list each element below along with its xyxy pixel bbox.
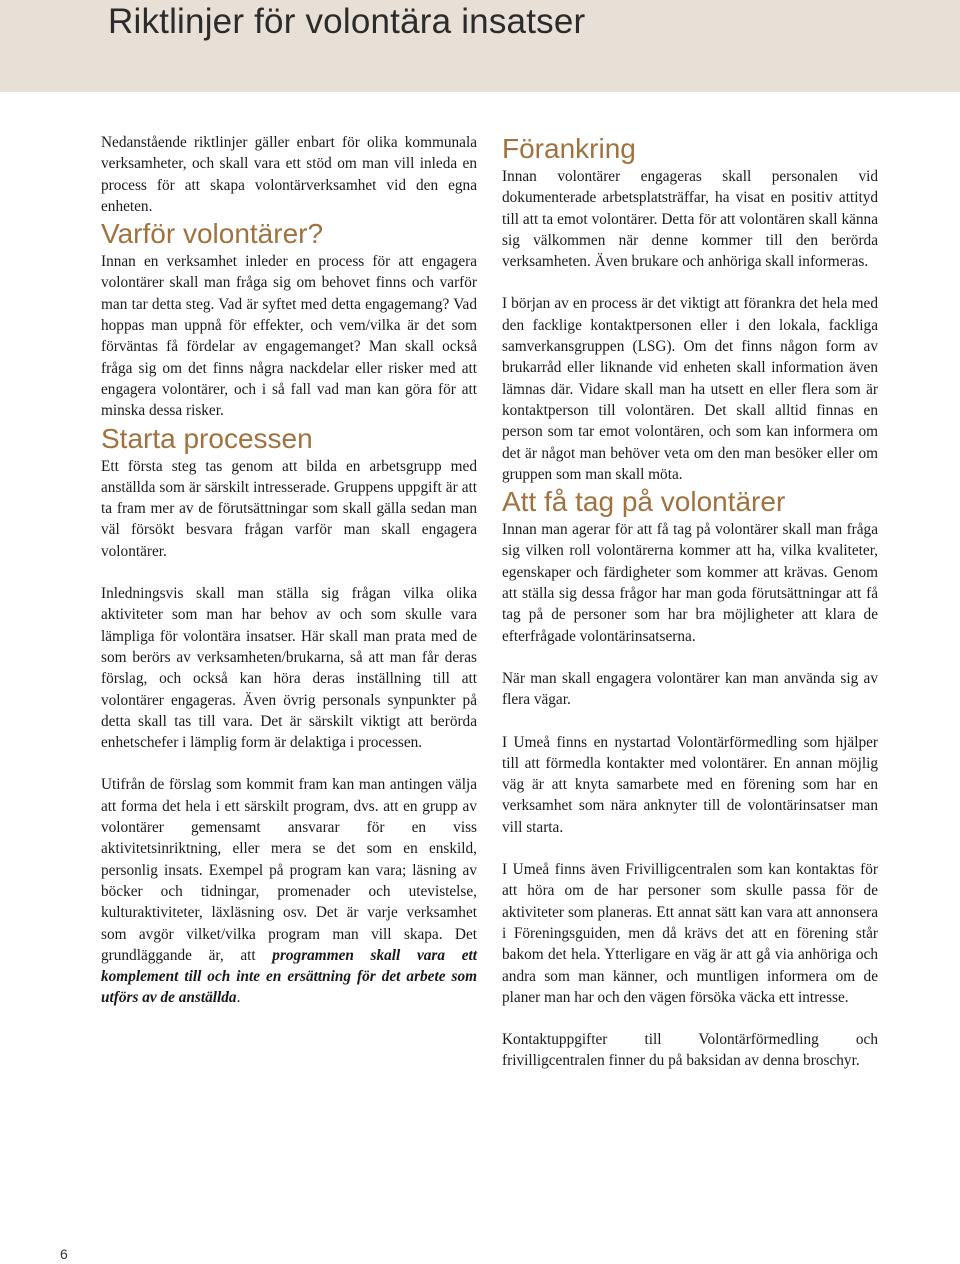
heading-varfor-volontarer: Varför volontärer?: [101, 218, 324, 250]
starta-paragraph-1: Ett första steg tas genom att bilda en arbetsgrupp med anställda som är särskilt intresserade. Gruppens uppgift är att ta fram mer av de förutsättningar som skall gälla sedan man väl försökt besvara frågan varför man skall engagera volontärer.: [101, 457, 477, 560]
att-fa-paragraph-5: Kontaktuppgifter till Volontärförmedling och frivilligcentralen finner du på baksidan av denna broschyr.: [502, 1031, 878, 1070]
heading-starta-processen: Starta processen: [101, 422, 313, 454]
varfor-paragraph: Innan en verksamhet inleder en process för att engagera volontärer skall man fråga sig om behovet finns och varför man tar detta steg. Vad är syftet med detta engagemang? Vad hoppas man uppnå för effekter, och vem/vilka är det som förväntas få fördelar av engagemanget? Man skall också fråga sig om det finns några nackdelar eller risker med att engagera volontärer, och i så fall vad man kan göra för att minska dessa risker.: [101, 253, 477, 420]
heading-forankring: Förankring: [502, 133, 636, 164]
page-number: 6: [60, 1246, 68, 1262]
att-fa-paragraph-3: I Umeå finns en nystartad Volontärförmedling som hjälper till att förmedla kontakter med volontärer. En annan möjlig väg är att knyta samarbete med en förening som har en verksamhet som nära anknyter till de volontärinsatser man vill starta.: [502, 733, 878, 836]
starta-paragraph-3: [101, 774, 477, 1008]
att-fa-paragraph-4: I Umeå finns även Frivilligcentralen som kan kontaktas för att höra om de har personer som skulle passa för de aktiviteter som planeras. Ett annat sätt kan vara att annonsera i Föreningsguiden, men då krävs det att en förening står bakom det hela. Ytterligare en väg är att gå via anhöriga och andra som man känner, och muntligen informera om de planer man har och den vägen försöka väcka ett intresse.: [502, 861, 878, 1006]
starta-paragraph-3-text: Utifrån de förslag som kommit fram kan man antingen välja att forma det hela i ett särskilt program, dvs. att en grupp av volontärer gemensamt ansvarar för en viss aktivitetsinriktning, eller mera se det som en enskild, personlig insats. Exempel på program kan vara; läsning av böcker och tidningar, promenader och utevistelse, kulturaktiviteter, läxläsning osv. Det är varje verksamhet som avgör vilket/vilka program man vill skapa. Det grundläggande är, att: [101, 776, 477, 964]
page-title: Riktlinjer för volontära insatser: [108, 2, 586, 41]
intro-paragraph: Nedanstående riktlinjer gäller enbart för olika kommunala verksamheter, och skall vara ett stöd om man vill inleda en process för att skapa volontärverksamhet vid den egna enheten.: [101, 134, 477, 215]
left-column: [101, 132, 477, 1009]
forankring-paragraph-2: I början av en process är det viktigt att förankra det hela med den facklige kontaktpersonen eller i den lokala, fackliga samverkansgruppen (LSG). Om det finns någon form av brukarråd eller liknande vid enheten skall information även lämnas där. Vidare skall man ha utsett en eller flera som är kontaktperson till volontären. Det skall alltid finnas en person som tar emot volontären, och som kan informera om det är något man behöver veta om den man besöker eller om gruppen som man skall möta.: [502, 295, 878, 483]
att-fa-paragraph-1: Innan man agerar för att få tag på volontärer skall man fråga sig vilken roll volontärerna kommer att ha, vilka kvaliteter, egenskaper och färdigheter som kommer att krävas. Genom att ställa sig dessa frågor har man goda förutsättningar att få tag på de personer som har bra möjligheter att klara de efterfrågade volontärinsatserna.: [502, 521, 878, 645]
starta-paragraph-2: Inledningsvis skall man ställa sig frågan vilka olika aktiviteter som man har behov av och som skulle vara lämpliga för volontära insatser. Här skall man prata med de som berörs av verksamheten/brukarna, så att man får deras förslag, och också kan höra deras inställning till att volontärer engageras. Även övrig personals synpunkter på detta skall tas till vara. Det är särskilt viktigt att berörda enhetschefer i lämplig form är delaktiga i processen.: [101, 585, 477, 752]
att-fa-paragraph-2: När man skall engagera volontärer kan man använda sig av flera vägar.: [502, 669, 878, 709]
starta-paragraph-3-end: .: [236, 989, 241, 1007]
forankring-paragraph-1: Innan volontärer engageras skall personalen vid dokumenterade arbetsplatsträffar, ha visat en positiv attityd till att ta emot volontärer. Detta för att volontären skall känna sig välkommen när denne kommer till den berörda verksamheten. Även brukare och anhöriga skall informeras.: [502, 168, 878, 271]
starta-paragraph-3-emphasis: programmen skall vara ett komplement till och inte en ersättning för det arbete som utförs av de anställda: [101, 946, 477, 1007]
right-column: [502, 132, 878, 1072]
header-band: [0, 0, 960, 92]
heading-att-fa-tag: Att få tag på volontärer: [502, 486, 786, 518]
